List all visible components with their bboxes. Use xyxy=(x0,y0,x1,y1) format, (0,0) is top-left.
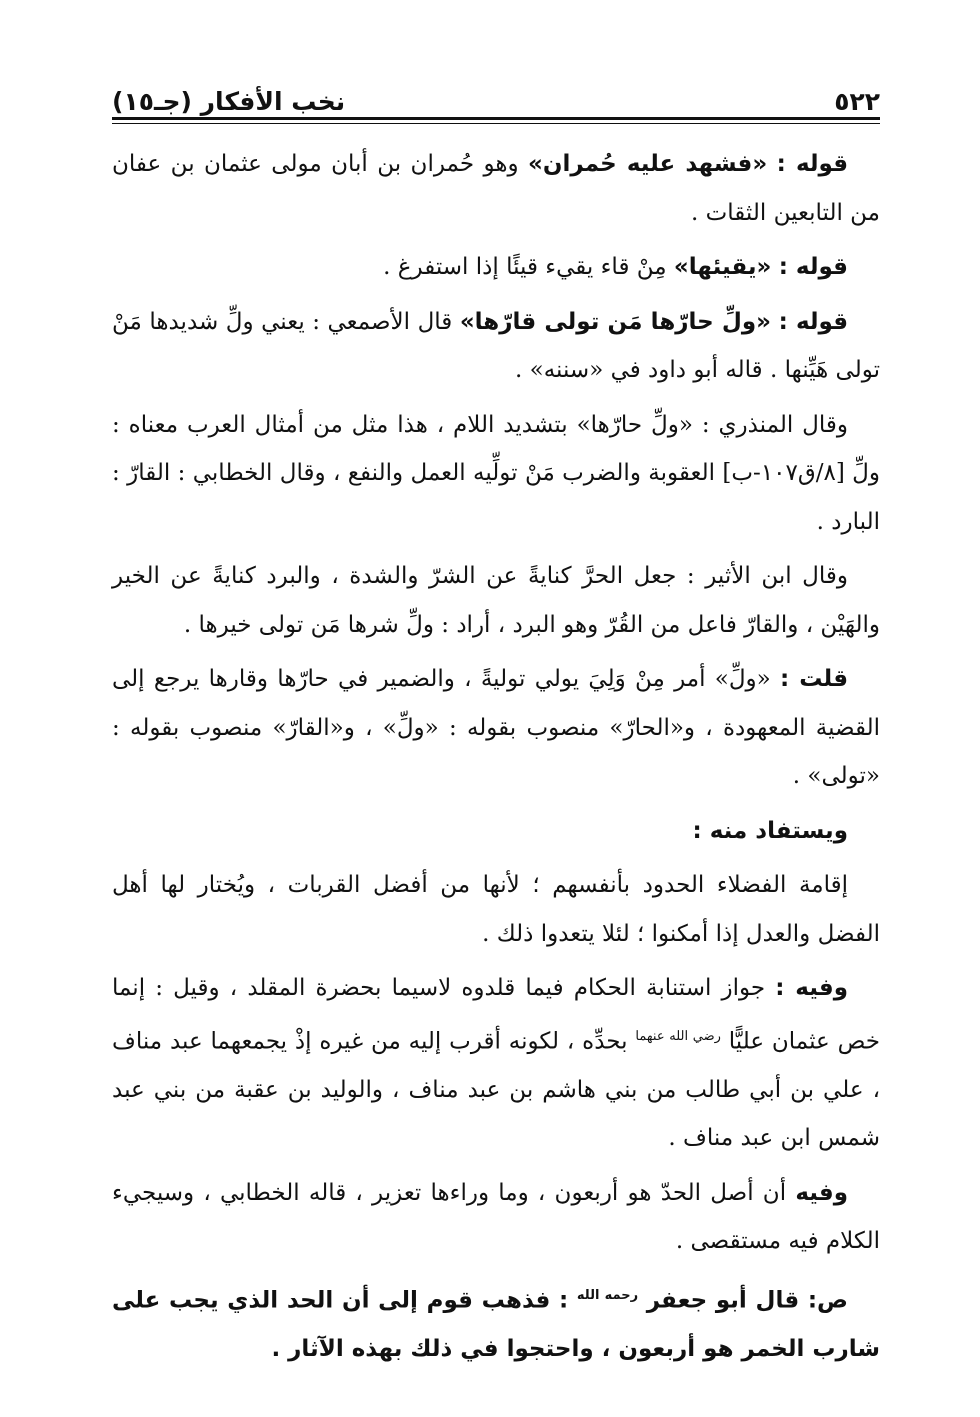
header-rule-thin xyxy=(112,123,880,124)
paragraph xyxy=(112,861,880,958)
section-heading: ويستفاد منه : xyxy=(692,817,848,844)
paragraph-text: بحدِّه ، لكونه أقرب إليه من غيره إذْ يجمعهما عبد مناف ، علي بن أبي طالب من بني هاشم بن عبد مناف ، والوليد بن عقبة من بني عبد شمس ابن عبد مناف . xyxy=(112,1028,880,1152)
paragraph-text: أن أصل الحدّ هو أربعون ، وما وراءها تعزير ، قاله الخطابي ، وسيجيء الكلام فيه مستقصى . xyxy=(112,1179,880,1255)
page-number: ٥٢٢ xyxy=(834,87,880,116)
paragraph-lead: وفيه : xyxy=(775,975,849,1001)
paragraph xyxy=(112,1169,880,1266)
paragraph-text: مِنْ قاء يقيء قيئًا إذا استفرغ . xyxy=(383,254,667,280)
paragraph-lead: وفيه xyxy=(795,1179,849,1206)
paragraph-text: جواز استنابة الحكام فيما قلدوه لاسيما بحضرة المقلد ، وقيل : إنما خص عثمان عليًّا xyxy=(112,975,881,1055)
honorific-glyph: رحمه الله xyxy=(576,1287,639,1303)
paragraph xyxy=(112,552,880,649)
paragraph xyxy=(112,140,880,237)
paragraph-text: ص: قال أبو جعفر xyxy=(646,1287,848,1314)
paragraph-text: «ولِّ» أمر مِنْ وَلِيَ يولي توليةً ، والضمير في حارّها وقارها يرجع إلى القضية المعهودة ، و«الحارّ» منصوب بقوله : «ولِّ» ، و«القارّ» منصوب بقوله : «تولى» . xyxy=(112,666,880,789)
quoted-phrase: «فشهد عليه حُمران» xyxy=(528,151,768,177)
page-body xyxy=(112,140,880,1379)
paragraph-text: قال الأصمعي : يعني ولِّ شديدها مَنْ تولى هَيِّنها . قاله أبو داود في «سننه» . xyxy=(112,308,880,383)
paragraph-text: وقال المنذري : «ولِّ حارّها» بتشديد اللام ، هذا مثل من أمثال العرب معناه : ولِّ [٨/ق١٠٧-ب] العقوبة والضرب مَنْ تولِّيه العمل والنفع ، وقال الخطابي : القارّ : البارد . xyxy=(112,411,880,535)
book-title: نخب الأفكار (جـ١٥) xyxy=(112,87,346,116)
paragraph xyxy=(112,1272,880,1374)
paragraph xyxy=(112,964,880,1163)
paragraph xyxy=(112,243,880,292)
honorific-glyph: رضي الله عنهما xyxy=(635,1028,721,1044)
paragraph-text: إقامة الفضلاء الحدود بأنفسهم ؛ لأنها من أفضل القربات ، ويُختار لها أهل الفضل والعدل إذا أمكنوا ؛ لئلا يتعدوا ذلك . xyxy=(112,872,880,947)
header-rule-thick xyxy=(112,117,880,120)
paragraph-lead: قوله : xyxy=(778,308,849,335)
paragraph xyxy=(112,298,880,395)
paragraph xyxy=(112,655,880,801)
paragraph-lead: قوله : xyxy=(778,254,848,280)
paragraph-text: : فذهب قوم إلى أن الحد الذي يجب على شارب الخمر هو أربعون ، واحتجوا في ذلك بهذه الآثار . xyxy=(112,1287,880,1362)
paragraph xyxy=(112,807,880,856)
paragraph-lead: قوله : xyxy=(776,151,849,177)
paragraph xyxy=(112,401,880,547)
page-header xyxy=(112,76,880,116)
paragraph-text: وهو حُمران بن أبان مولى عثمان بن عفان من التابعين الثقات . xyxy=(112,151,880,226)
quoted-phrase: «يقيئها» xyxy=(673,254,772,280)
paragraph-text: وقال ابن الأثير : جعل الحرَّ كنايةً عن الشرّ والشدة ، والبرد كنايةً عن الخير والهَيْن ، والقارّ فاعل من القُرّ وهو البرد ، أراد : ولِّ شرها مَن تولى خيرها . xyxy=(112,563,880,638)
quoted-phrase: «ولِّ حارّها مَن تولى قارّها» xyxy=(459,308,772,335)
paragraph-lead: قلت : xyxy=(780,666,848,692)
